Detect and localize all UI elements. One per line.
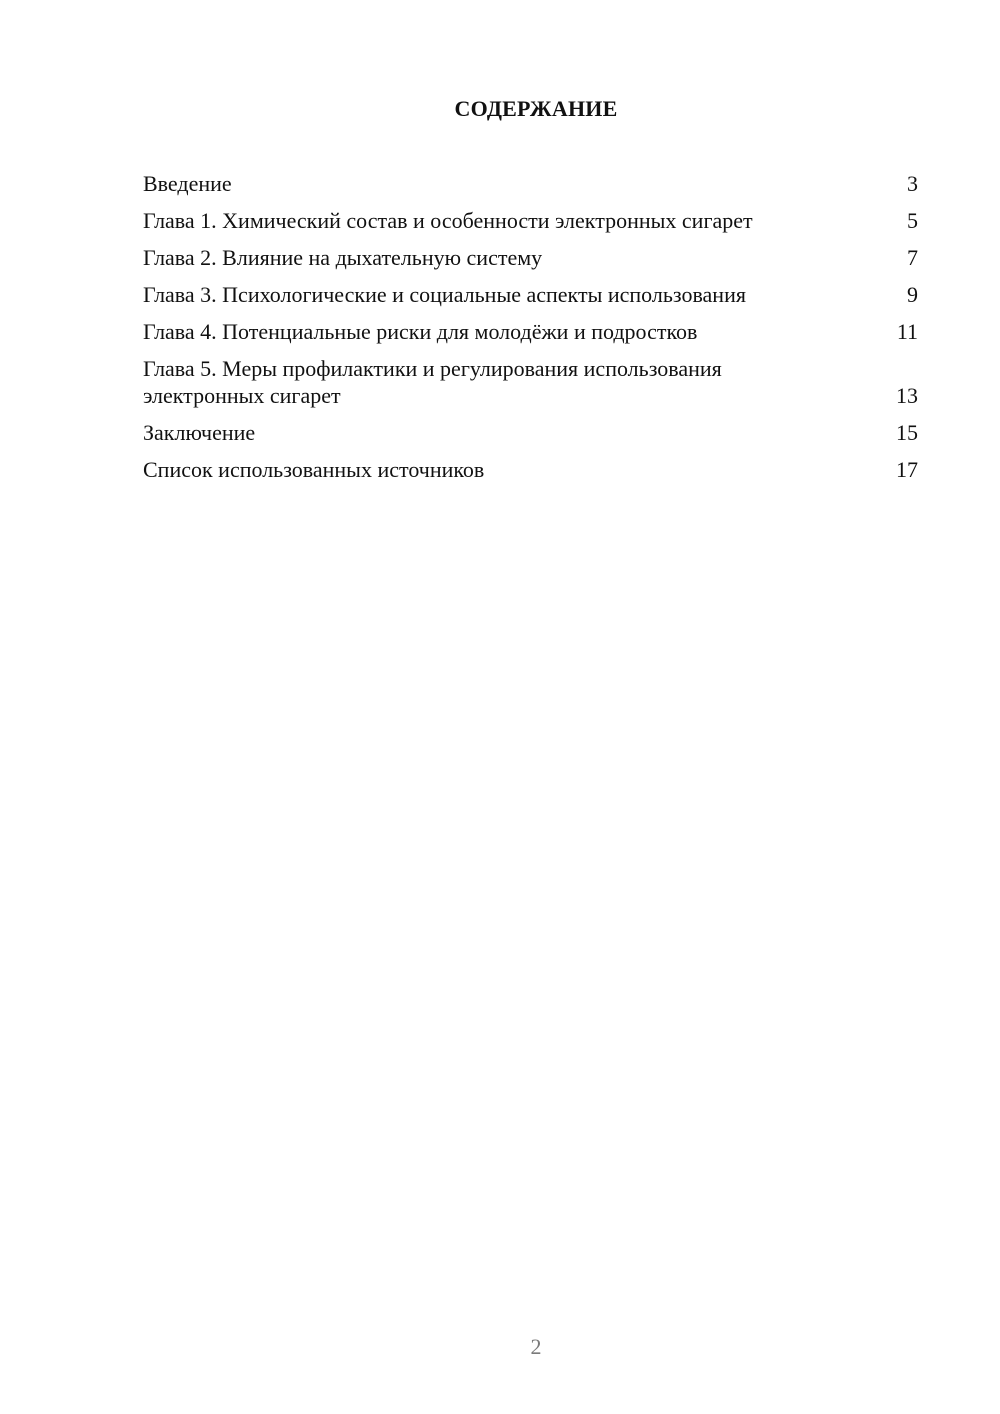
- toc-entry-page: 11: [896, 319, 918, 344]
- toc-entry-page: 13: [896, 383, 918, 408]
- toc-entry-chapter-5: [143, 355, 918, 409]
- toc-entry-chapter-2: [143, 244, 918, 271]
- toc-entry-page: 9: [907, 282, 918, 307]
- toc-entry-chapter-1: [143, 207, 918, 234]
- toc-entry-text: Введение: [143, 171, 232, 196]
- table-of-contents: [143, 170, 918, 493]
- toc-entry-page: 7: [907, 245, 918, 270]
- toc-entry-page: 5: [907, 208, 918, 233]
- toc-entry-text: Список использованных источников: [143, 457, 485, 482]
- toc-entry-references: [143, 456, 918, 483]
- toc-entry-page: 3: [907, 171, 918, 196]
- toc-entry-chapter-3: [143, 281, 918, 308]
- toc-entry-page: 15: [896, 420, 918, 445]
- toc-entry-text: Глава 4. Потенциальные риски для молодёжи и подростков: [143, 319, 698, 344]
- toc-entry-page: 17: [896, 457, 918, 482]
- toc-entry-introduction: [143, 170, 918, 197]
- page-title: СОДЕРЖАНИЕ: [454, 96, 618, 121]
- toc-entry-text: Заключение: [143, 420, 256, 445]
- toc-entry-chapter-4: [143, 318, 918, 345]
- toc-entry-text: Глава 3. Психологические и социальные аспекты использования: [143, 282, 746, 307]
- toc-entry-conclusion: [143, 419, 918, 446]
- toc-entry-text: Глава 1. Химический состав и особенности электронных сигарет: [143, 208, 753, 233]
- toc-entry-text: Глава 5. Меры профилактики и регулирования использования электронных сигарет: [143, 356, 722, 408]
- page-number: 2: [530, 1334, 542, 1359]
- toc-entry-text: Глава 2. Влияние на дыхательную систему: [143, 245, 543, 270]
